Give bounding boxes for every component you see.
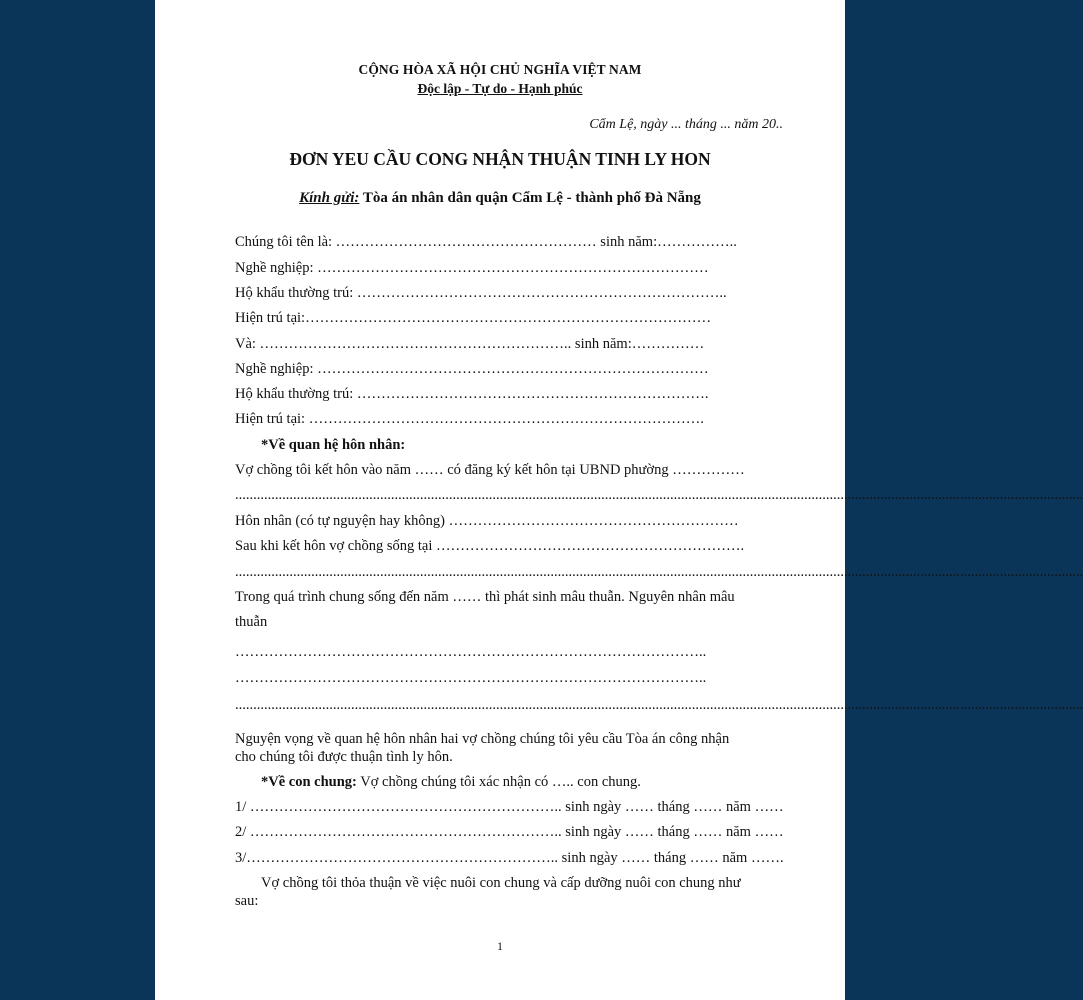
conflict-text-cont: thuẫn [235,614,268,630]
dotted-line: .......................................................................................................................................................................................................................................... [235,697,1083,713]
person2-current: Hiện trú tại: ………………………………………………………………………. [235,411,704,427]
agreement-text: Vợ chồng tôi thỏa thuận về việc nuôi con chung và cấp dưỡng nuôi con chung như [261,875,741,891]
motto: Độc lập - Tự do - Hạnh phúc [417,81,583,96]
children-heading: *Về con chung: [261,774,357,790]
child-2: 2/ ……………………………………………………….. sinh ngày …… tháng …… năm …… [235,824,784,840]
recipient-label: Kính gửi: [299,190,360,206]
document-title: ĐƠN YEU CẦU CONG NHẬN THUẬN TINH LY HON [289,149,711,169]
person2-household: Hộ khẩu thường trú: ………………………………………………………………. [235,386,709,402]
wish-text: Nguyện vọng về quan hệ hôn nhân hai vợ chồng chúng tôi yêu cầu Tòa án công nhận [235,731,730,747]
page-number: 1 [497,939,503,953]
child-1: 1/ ……………………………………………………….. sinh ngày …… tháng …… năm …… [235,799,784,815]
place-date: Cẩm Lệ, ngày ... tháng ... năm 20.. [589,117,783,132]
dotted-line: .......................................................................................................................................................................................................................................... [235,487,1083,503]
person1-household: Hộ khẩu thường trú: ………………………………………………………………….. [235,285,727,301]
children-line [261,774,641,791]
person1-current: Hiện trú tại:………………………………………………………………………… [235,310,712,326]
marriage-voluntary: Hôn nhân (có tự nguyện hay không) …………………………………………………… [235,513,739,529]
children-confirm: Vợ chồng chúng tôi xác nhận có ….. con chung. [356,774,641,790]
conflict-text: Trong quá trình chung sống đến năm …… thì phát sinh mâu thuẫn. Nguyên nhân mâu [235,589,735,605]
agreement-text-cont: sau: [235,893,259,909]
marriage-residence: Sau khi kết hôn vợ chồng sống tại ………………………………………………………. [235,538,745,554]
recipient-value: Tòa án nhân dân quận Cẩm Lệ - thành phố Đà Nẵng [359,190,701,206]
marriage-date: Vợ chồng tôi kết hôn vào năm …… có đăng ký kết hôn tại UBND phường …………… [235,462,745,478]
wish-text-cont: cho chúng tôi được thuận tình ly hôn. [235,749,453,765]
person2-name: Và: ……………………………………………………….. sinh năm:…………… [235,336,705,352]
marriage-heading: *Về quan hệ hôn nhân: [261,437,406,453]
ellipsis-line: …………………………………………………………………………………….. [235,644,707,660]
recipient [155,190,845,207]
ellipsis-line: …………………………………………………………………………………….. [235,670,707,686]
nation-header: CỘNG HÒA XÃ HỘI CHỦ NGHĨA VIỆT NAM [358,62,642,77]
person2-job: Nghề nghiệp: ……………………………………………………………………… [235,361,709,377]
child-3: 3/……………………………………………………….. sinh ngày …… tháng …… năm ……. [235,850,784,866]
person1-name: Chúng tôi tên là: ……………………………………………… sinh năm:…………….. [235,234,737,250]
person1-job: Nghề nghiệp: ……………………………………………………………………… [235,260,709,276]
dotted-line: .......................................................................................................................................................................................................................................... [235,564,1083,580]
document-page [155,0,1083,1000]
